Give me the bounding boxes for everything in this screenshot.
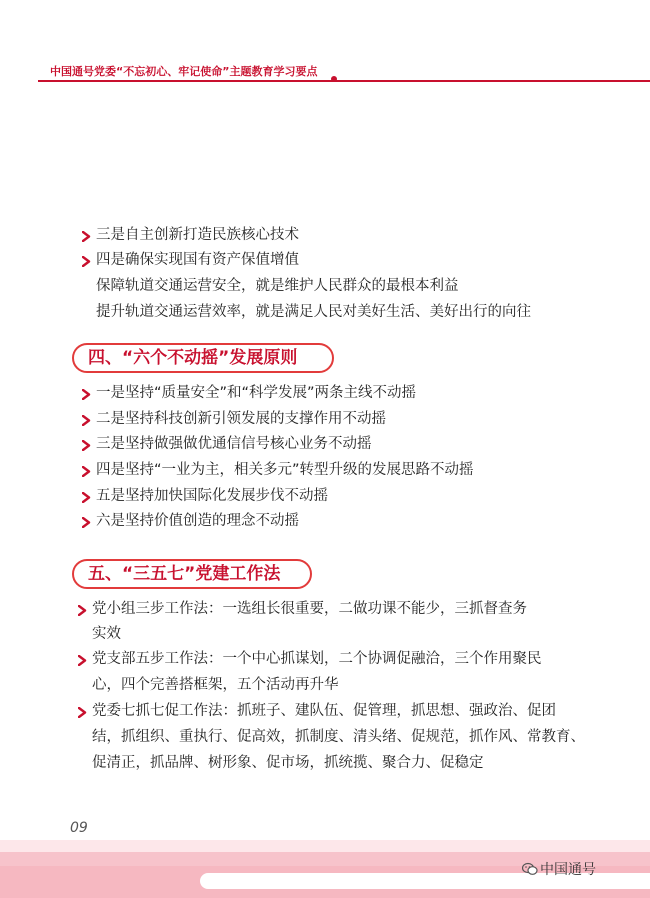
chevron-right-icon <box>82 440 91 451</box>
section-4-title: 四、“六个不动摇”发展原则 <box>88 348 298 368</box>
header-title: 中国通号党委“不忘初心、牢记使命”主题教育学习要点 <box>50 65 318 78</box>
list-item-line: 实效 <box>92 626 121 642</box>
list-item-line: 促清正，抓品牌、树形象、促市场，抓统揽、聚合力、促稳定 <box>92 755 484 771</box>
list-item-line: 结，抓组织、重执行、促高效，抓制度、清头绪、促规范，抓作风、常教育、 <box>92 729 585 745</box>
list-item: 六是坚持价值创造的理念不动摇 <box>96 513 299 529</box>
chevron-right-icon <box>78 707 87 718</box>
list-item: 五是坚持加快国际化发展步伐不动摇 <box>96 488 328 504</box>
chevron-right-icon <box>82 415 91 426</box>
list-item-line: 党小组三步工作法：一选组长很重要，二做功课不能少，三抓督查务 <box>92 601 527 617</box>
top-bullet-item: 三是自主创新打造民族核心技术 <box>96 227 299 243</box>
chevron-right-icon <box>82 517 91 528</box>
list-item: 一是坚持“质量安全”和“科学发展”两条主线不动摇 <box>96 385 417 401</box>
chevron-right-icon <box>82 389 91 400</box>
top-sub-line: 提升轨道交通运营效率，就是满足人民对美好生活、美好出行的向往 <box>96 304 531 320</box>
chevron-right-icon <box>82 231 91 242</box>
list-item-line: 心，四个完善搭框架，五个活动再升华 <box>92 677 339 693</box>
page-number: 09 <box>70 820 88 836</box>
wechat-icon <box>522 862 538 876</box>
list-item: 四是坚持“一业为主，相关多元”转型升级的发展思路不动摇 <box>96 462 474 478</box>
top-sub-line: 保障轨道交通运营安全，就是维护人民群众的最根本利益 <box>96 278 459 294</box>
chevron-right-icon <box>78 655 87 666</box>
list-item-line: 党支部五步工作法：一个中心抓谋划，二个协调促融洽，三个作用聚民 <box>92 651 542 667</box>
header-dot <box>331 76 337 82</box>
chevron-right-icon <box>82 256 91 267</box>
header-rule <box>38 80 650 82</box>
section-5-title: 五、“三五七”党建工作法 <box>88 564 281 584</box>
chevron-right-icon <box>82 466 91 477</box>
chevron-right-icon <box>82 492 91 503</box>
list-item: 三是坚持做强做优通信信号核心业务不动摇 <box>96 436 372 452</box>
list-item: 二是坚持科技创新引领发展的支撑作用不动摇 <box>96 411 386 427</box>
top-bullet-item: 四是确保实现国有资产保值增值 <box>96 252 299 268</box>
brand-name: 中国通号 <box>540 862 596 878</box>
list-item-line: 党委七抓七促工作法：抓班子、建队伍、促管理，抓思想、强政治、促团 <box>92 703 556 719</box>
chevron-right-icon <box>78 605 87 616</box>
